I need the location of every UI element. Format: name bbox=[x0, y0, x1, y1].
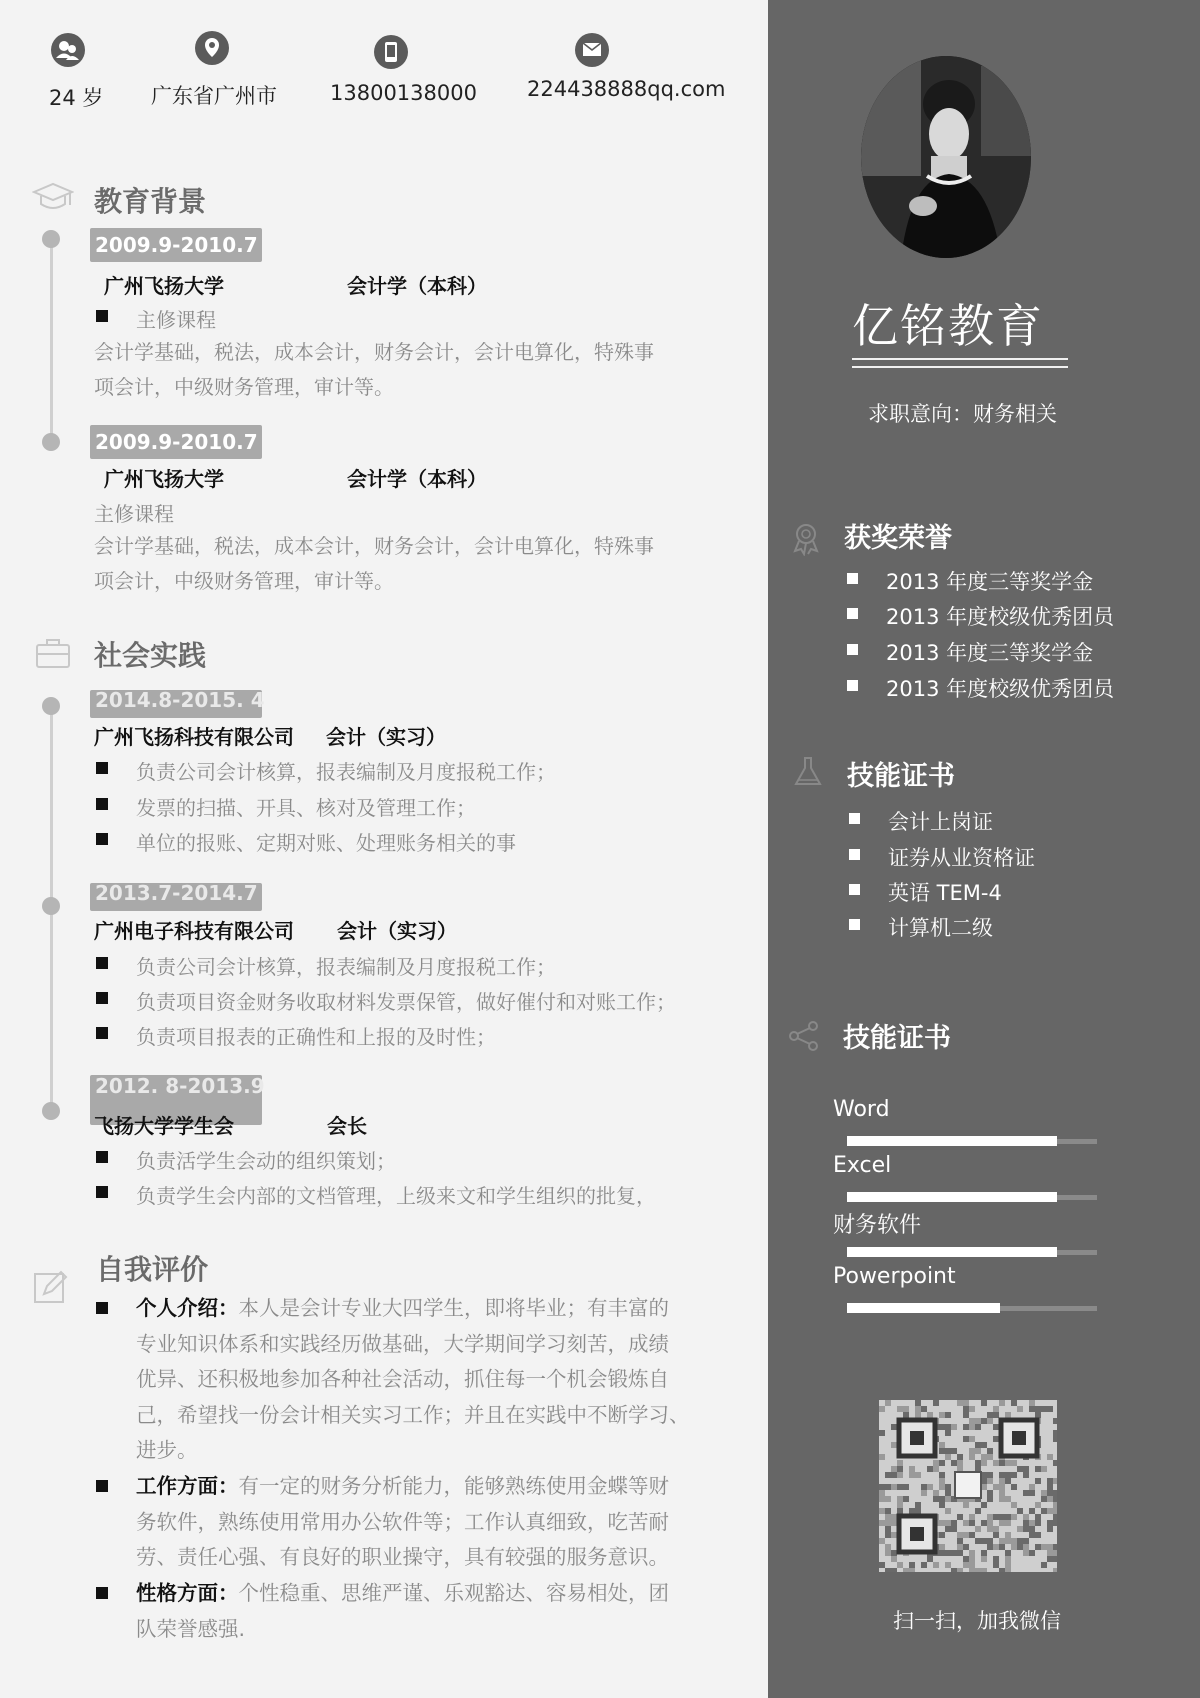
skill-bar-fill bbox=[847, 1303, 1000, 1313]
practice-date: 2012. 8-2013.9 bbox=[90, 1075, 262, 1125]
org-name: 广州电子科技有限公司 bbox=[94, 919, 294, 943]
award-item: 2013 年度三等奖学金 bbox=[886, 641, 1094, 665]
timeline-dot bbox=[42, 697, 60, 715]
bullet-square bbox=[96, 1027, 108, 1039]
education-date: 2009.9-2010.7 bbox=[90, 425, 262, 459]
timeline-dot bbox=[42, 897, 60, 915]
bullet-square bbox=[96, 957, 108, 969]
duty-item: 负责学生会内部的文档管理，上级来文和学生组织的批复， bbox=[136, 1184, 656, 1208]
cert-item: 英语 TEM-4 bbox=[888, 881, 1002, 905]
duty-item: 负责公司会计核算，报表编制及月度报税工作； bbox=[136, 760, 556, 784]
courses-text: 会计学基础，税法，成本会计，财务会计，会计电算化，特殊事 项会计，中级财务管理，审计等。 bbox=[94, 534, 654, 593]
bullet-square bbox=[96, 762, 108, 774]
school-name: 广州飞扬大学 bbox=[104, 467, 224, 491]
skill-bar-fill bbox=[847, 1192, 1057, 1202]
briefcase-icon bbox=[32, 632, 74, 672]
name-underline bbox=[852, 358, 1068, 360]
bullet-square bbox=[96, 310, 108, 322]
self-work: 工作方面：有一定的财务分析能力，能够熟练使用金蝶等财 务软件，熟练使用常用办公软件等；工作认真细致，吃苦耐 劳、责任心强、有良好的职业操守，具有较强的服务意识。 bbox=[136, 1474, 669, 1569]
bullet-square bbox=[96, 1302, 108, 1314]
major-name: 会计学（本科） bbox=[347, 467, 487, 491]
phone-icon bbox=[374, 35, 408, 69]
bullet-square bbox=[849, 849, 860, 860]
wechat-qr-code bbox=[879, 1400, 1057, 1572]
self-personality: 性格方面：个性稳重、思维严谨、乐观豁达、容易相处，团 队荣誉感强. bbox=[136, 1581, 669, 1641]
skill-bar-fill bbox=[847, 1136, 1057, 1146]
user-icon bbox=[51, 33, 85, 67]
bullet-square bbox=[96, 1480, 108, 1492]
bullet-square bbox=[96, 992, 108, 1004]
self-intro: 个人介绍：本人是会计专业大四学生，即将毕业；有丰富的 专业知识体系和实践经历做基础，大学期间学习刻苦，成绩 优异、还积极地参加各种社会活动，抓住每一个机会锻炼自 己，希望找一份会计相关实习工作；并且在实践中不断学习、 进步。 bbox=[136, 1296, 690, 1462]
skill-label: Excel bbox=[833, 1153, 892, 1178]
courses-text: 会计学基础，税法，成本会计，财务会计，会计电算化，特殊事 项会计，中级财务管理，审计等。 bbox=[94, 340, 654, 399]
role-name: 会计（实习） bbox=[326, 725, 446, 749]
bullet-square bbox=[96, 833, 108, 845]
name-underline bbox=[852, 366, 1068, 368]
bullet-square bbox=[849, 884, 860, 895]
bullet-square bbox=[847, 573, 858, 584]
skill-bar-fill bbox=[847, 1247, 1057, 1257]
timeline-dot bbox=[42, 433, 60, 451]
practice-date: 2013.7-2014.7 bbox=[90, 883, 262, 911]
course-label: 主修课程 bbox=[136, 308, 216, 332]
duty-item: 负责项目资金财务收取材料发票保管，做好催付和对账工作； bbox=[136, 990, 676, 1014]
graduation-cap-icon bbox=[32, 178, 74, 218]
bullet-square bbox=[847, 644, 858, 655]
duty-item: 负责公司会计核算，报表编制及月度报税工作； bbox=[136, 955, 556, 979]
location-pin-icon bbox=[195, 31, 229, 65]
flask-icon bbox=[790, 754, 826, 790]
education-timeline bbox=[50, 238, 53, 443]
profile-name: 亿铭教育 bbox=[852, 299, 1044, 353]
cert-item: 计算机二级 bbox=[888, 916, 993, 940]
skills-title: 技能证书 bbox=[843, 1023, 951, 1054]
share-nodes-icon bbox=[786, 1018, 822, 1054]
phone-text: 13800138000 bbox=[330, 81, 477, 105]
profile-photo bbox=[861, 56, 1031, 258]
timeline-dot bbox=[42, 1102, 60, 1120]
awards-title: 获奖荣誉 bbox=[844, 523, 952, 554]
duty-item: 单位的报账、定期对账、处理账务相关的事 bbox=[136, 831, 516, 855]
cert-item: 证券从业资格证 bbox=[888, 846, 1035, 870]
bullet-square bbox=[96, 1186, 108, 1198]
role-name: 会长 bbox=[327, 1114, 367, 1138]
email-icon bbox=[575, 33, 609, 67]
practice-date: 2014.8-2015. 4 bbox=[90, 690, 262, 718]
self-title: 自我评价 bbox=[96, 1253, 209, 1286]
org-name: 广州飞扬科技有限公司 bbox=[94, 725, 294, 749]
edit-icon bbox=[32, 1268, 74, 1308]
bullet-square bbox=[96, 1151, 108, 1163]
major-name: 会计学（本科） bbox=[347, 274, 487, 298]
bullet-square bbox=[847, 680, 858, 691]
certs-title: 技能证书 bbox=[847, 761, 955, 792]
education-date: 2009.9-2010.7 bbox=[90, 228, 262, 262]
school-name: 广州飞扬大学 bbox=[104, 274, 224, 298]
bullet-square bbox=[96, 798, 108, 810]
age-text: 24 岁 bbox=[49, 86, 104, 110]
practice-title: 社会实践 bbox=[94, 639, 207, 672]
bullet-square bbox=[849, 919, 860, 930]
bullet-square bbox=[847, 608, 858, 619]
bullet-square bbox=[96, 1587, 108, 1599]
duty-item: 负责活学生会动的组织策划； bbox=[136, 1149, 396, 1173]
qr-caption: 扫一扫，加我微信 bbox=[893, 1609, 1061, 1633]
timeline-dot bbox=[42, 230, 60, 248]
award-item: 2013 年度校级优秀团员 bbox=[886, 677, 1115, 701]
email-text: 224438888qq.com bbox=[527, 77, 726, 101]
skill-label: 财务软件 bbox=[833, 1213, 922, 1238]
location-text: 广东省广州市 bbox=[151, 84, 277, 108]
award-item: 2013 年度三等奖学金 bbox=[886, 570, 1094, 594]
role-name: 会计（实习） bbox=[337, 919, 457, 943]
job-intent: 求职意向：财务相关 bbox=[868, 402, 1057, 426]
org-name: 飞扬大学学生会 bbox=[94, 1114, 234, 1138]
skill-label: Word bbox=[833, 1097, 890, 1122]
cert-item: 会计上岗证 bbox=[888, 810, 993, 834]
bullet-square bbox=[849, 813, 860, 824]
duty-item: 发票的扫描、开具、核对及管理工作； bbox=[136, 796, 476, 820]
duty-item: 负责项目报表的正确性和上报的及时性； bbox=[136, 1025, 496, 1049]
course-label: 主修课程 bbox=[94, 502, 174, 526]
education-title: 教育背景 bbox=[94, 185, 207, 218]
award-medal-icon bbox=[788, 520, 824, 556]
skill-label: Powerpoint bbox=[833, 1264, 956, 1289]
award-item: 2013 年度校级优秀团员 bbox=[886, 605, 1115, 629]
